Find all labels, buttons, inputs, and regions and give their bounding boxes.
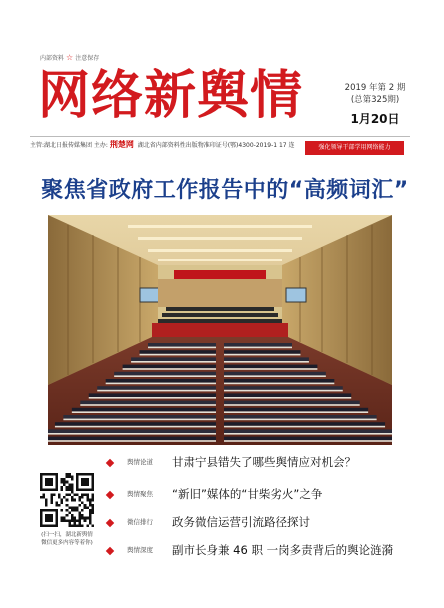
publisher-logo: 荆楚网 — [109, 139, 134, 149]
issue-info — [342, 82, 408, 106]
seat-row — [63, 415, 216, 419]
sponsor-line — [30, 139, 295, 150]
desk-row — [224, 404, 360, 406]
desk-row — [48, 440, 216, 442]
desk-row — [224, 347, 292, 349]
toc-category: 舆情深度 — [127, 546, 153, 554]
seat-row — [224, 343, 292, 347]
desk-row — [224, 433, 392, 435]
toc-item[interactable] — [104, 452, 424, 474]
toc-item[interactable] — [104, 484, 424, 506]
internal-tag: 内部资料 — [40, 55, 65, 62]
desk-row — [224, 426, 385, 428]
toc-item[interactable] — [104, 540, 424, 562]
desk-row — [224, 390, 343, 392]
seat-row — [224, 350, 300, 354]
toc-title: 副市长身兼 46 职 一岗多责背后的舆论涟漪 — [172, 543, 394, 557]
seat-row — [224, 372, 326, 376]
star-icon: ☆ — [66, 53, 74, 62]
toc-title: 甘肃宁县错失了哪些舆情应对机会？ — [172, 455, 356, 469]
toc-item[interactable] — [104, 512, 424, 534]
seat-row — [224, 393, 351, 397]
header-divider — [30, 136, 410, 137]
seat-row — [224, 437, 392, 441]
seat-row — [80, 401, 216, 405]
desk-row — [123, 368, 216, 370]
seat-row — [148, 343, 216, 347]
desk-row — [224, 375, 326, 377]
desk-row — [106, 383, 216, 385]
desk-row — [72, 411, 216, 413]
desk-row — [97, 390, 216, 392]
qr-caption-line2: 微信更多内容等着你) — [41, 540, 93, 546]
seat-row — [224, 379, 334, 383]
qr-caption-line1: (扫一扫，湖北新舆情 — [41, 532, 93, 538]
permit-text: 湖北省内部资料性出版物准印证号(鄂)4300-2019-1 17 连 — [137, 142, 295, 149]
seat-row — [97, 386, 216, 390]
seat-row — [224, 401, 360, 405]
slogan-badge: 强化领导干部学用网络能力 — [305, 141, 404, 155]
seat-row — [123, 365, 216, 369]
seat-row — [55, 422, 216, 426]
qr-caption — [28, 531, 106, 547]
seat-row — [224, 365, 317, 369]
toc-category: 舆情论道 — [127, 458, 153, 466]
desk-row — [89, 397, 216, 399]
desk-row — [48, 433, 216, 435]
desk-row — [63, 419, 216, 421]
toc-category: 微信排行 — [127, 518, 153, 526]
cover-headline: 聚焦省政府工作报告中的“高频词汇” — [41, 178, 409, 203]
desk-row — [131, 361, 216, 363]
toc-title: 政务微信运营引流路径探讨 — [172, 515, 310, 529]
desk-row — [148, 347, 216, 349]
desk-row — [80, 404, 216, 406]
diamond-bullet-icon — [106, 491, 114, 499]
diamond-bullet-icon — [106, 547, 114, 555]
seat-row — [140, 350, 216, 354]
seat-row — [224, 415, 377, 419]
qr-code[interactable] — [40, 473, 94, 527]
seat-row — [224, 429, 392, 433]
desk-row — [224, 397, 351, 399]
seat-row — [72, 408, 216, 412]
seat-row — [224, 408, 368, 412]
desk-row — [224, 419, 377, 421]
desk-row — [140, 354, 216, 356]
desk-row — [224, 354, 300, 356]
seat-row — [131, 357, 216, 361]
desk-row — [224, 368, 317, 370]
keep-tag: 注意保存 — [75, 55, 100, 62]
desk-row — [224, 411, 368, 413]
desk-row — [224, 383, 334, 385]
seat-row — [48, 429, 216, 433]
issue-date: 1月20日 — [350, 112, 400, 126]
seat-row — [114, 372, 216, 376]
top-tags — [40, 53, 99, 62]
desk-row — [224, 440, 392, 442]
assembly-hall-photo — [48, 215, 392, 445]
desk-row — [224, 361, 309, 363]
seat-row — [224, 422, 385, 426]
desk-row — [55, 426, 216, 428]
diamond-bullet-icon — [106, 459, 114, 467]
issue-total: (总第325期) — [350, 95, 400, 105]
seat-row — [224, 386, 343, 390]
seat-row — [224, 357, 309, 361]
desk-row — [114, 375, 216, 377]
issue-number: 2019 年第 2 期 — [344, 83, 406, 93]
masthead-title: 网络新舆情 — [38, 65, 304, 126]
toc-title: “新旧”媒体的“甘柴劣火”之争 — [172, 487, 323, 501]
seat-row — [48, 437, 216, 441]
toc-category: 舆情聚焦 — [127, 490, 153, 498]
sponsor-text: 主管:湖北日报传媒集团 主办: — [30, 142, 108, 149]
diamond-bullet-icon — [106, 519, 114, 527]
seat-row — [106, 379, 216, 383]
seat-row — [89, 393, 216, 397]
